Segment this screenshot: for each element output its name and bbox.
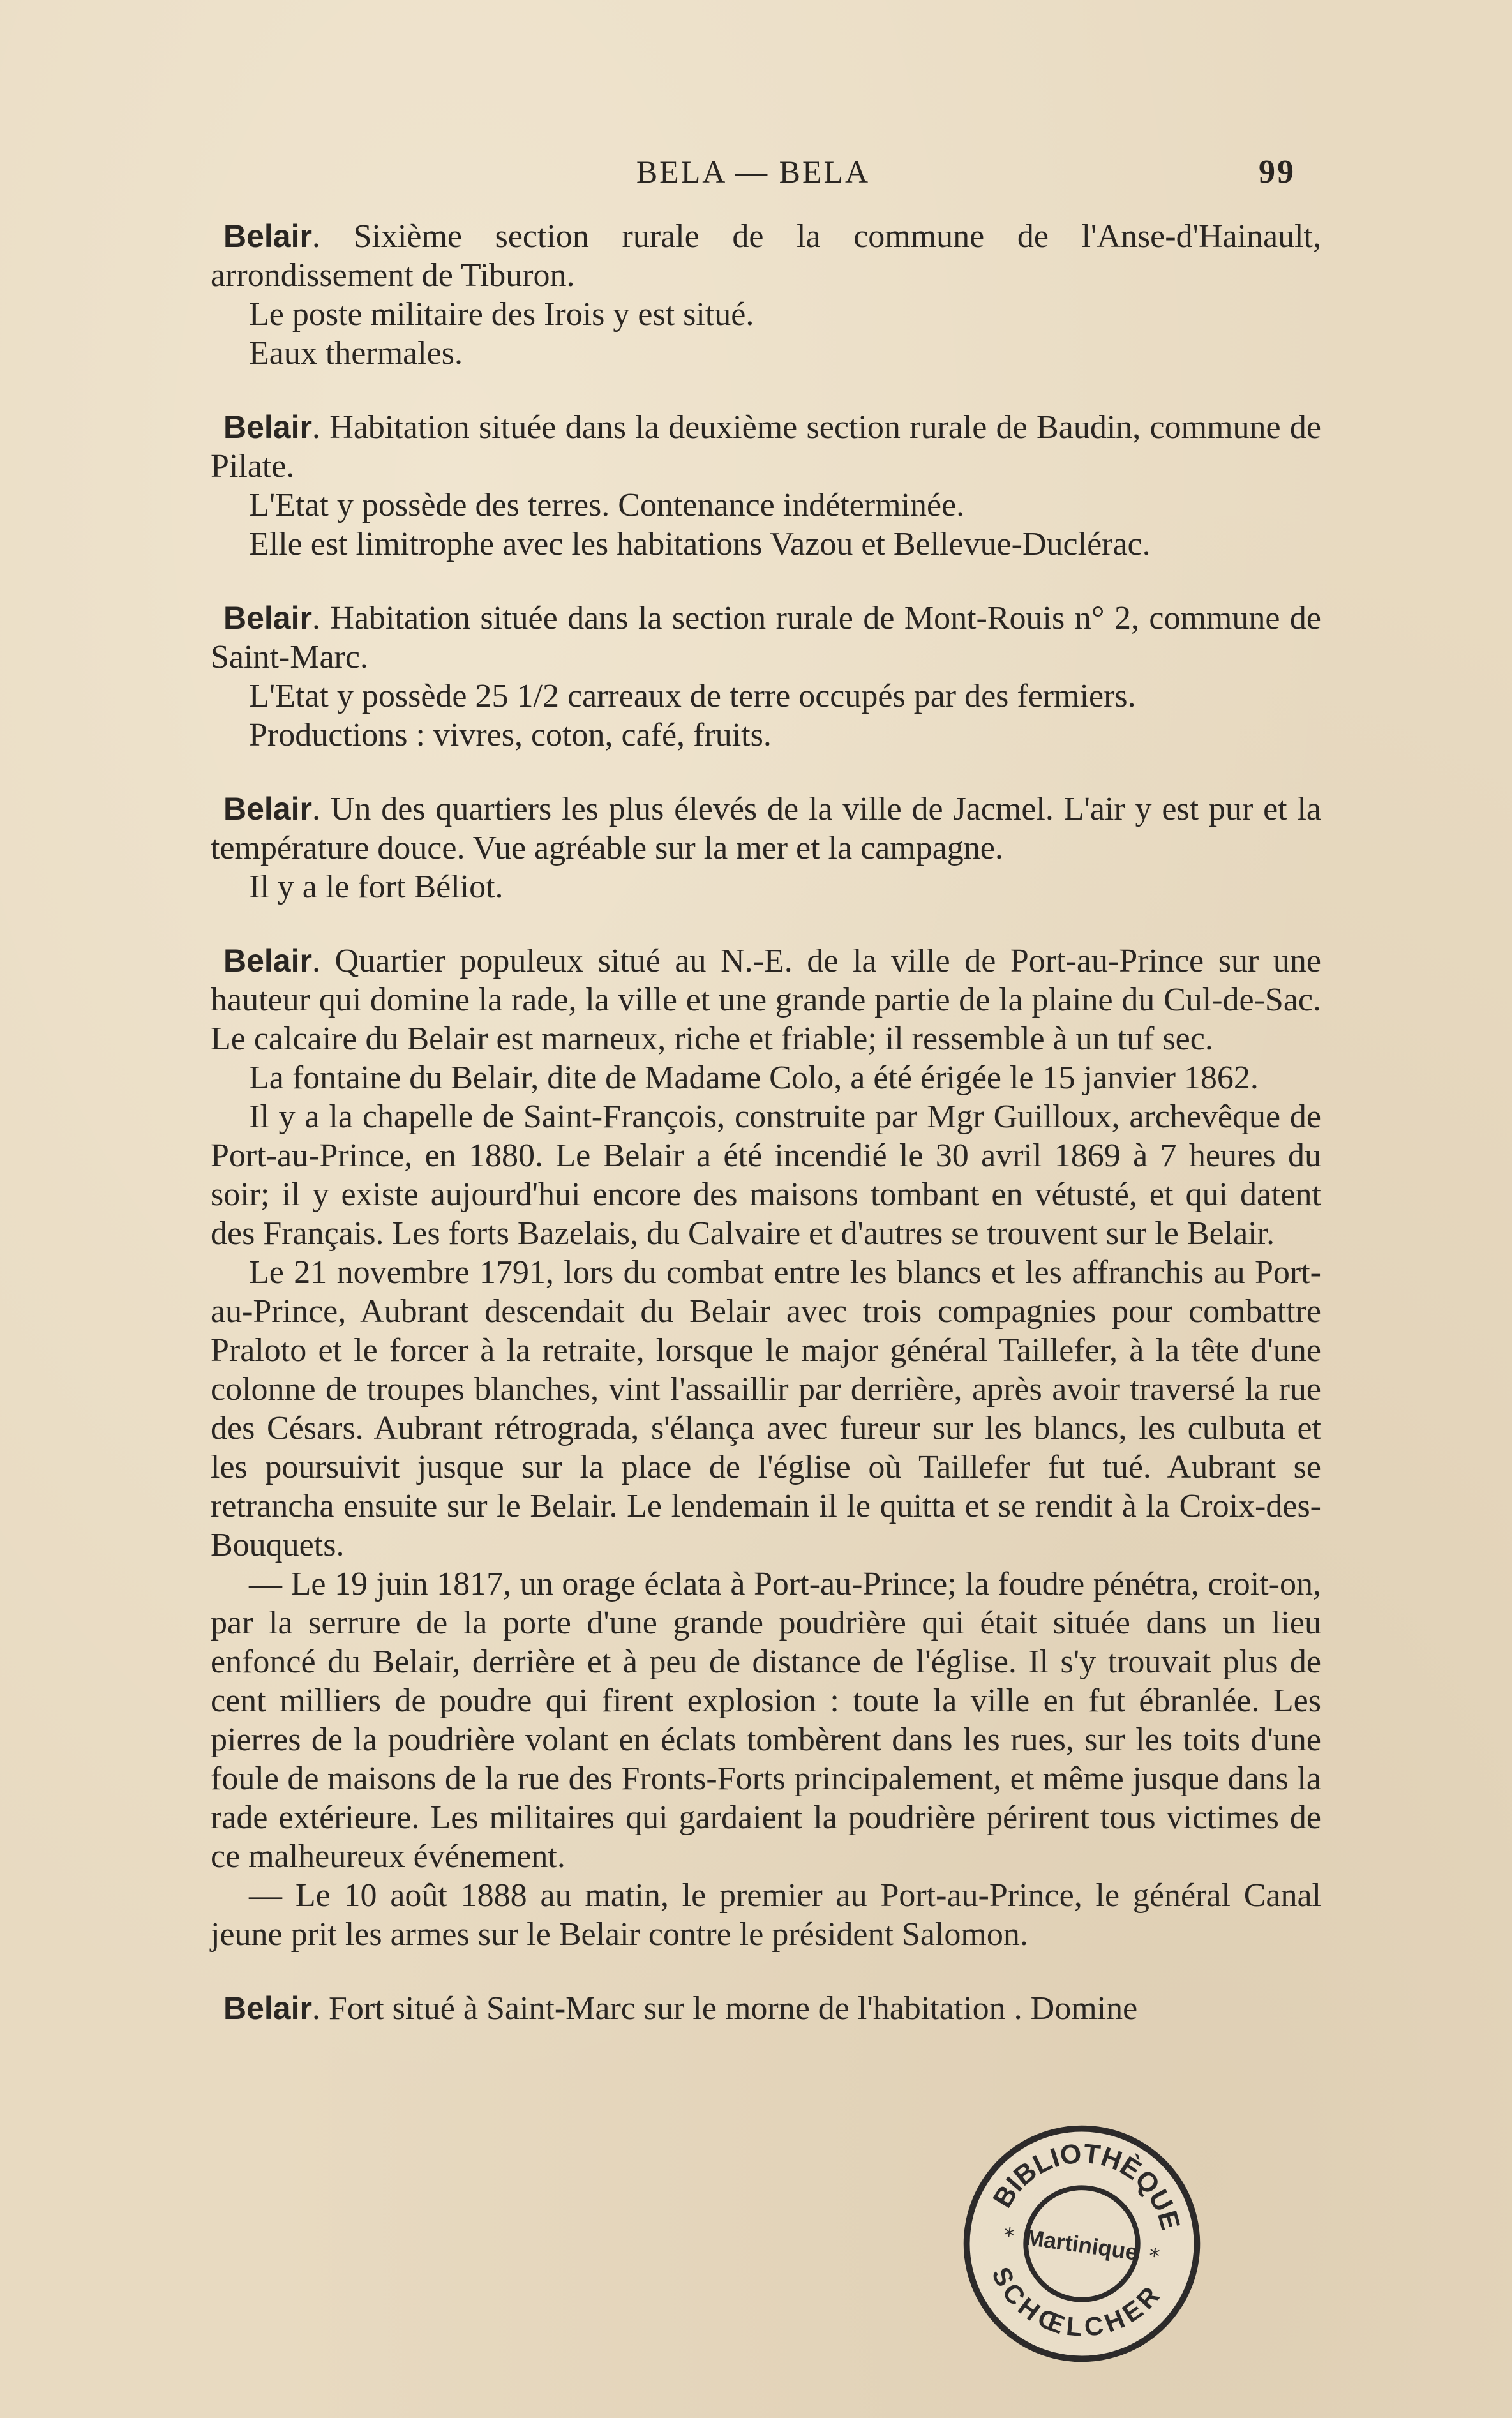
head-word: Belair [223, 1990, 312, 2026]
star-icon: * [1147, 2242, 1162, 2269]
entry-paragraph: — Le 10 août 1888 au matin, le premier au Port-au-Prince, le général Canal jeune prit les armes sur le Belair contre le président Salomon. [211, 1877, 1321, 1953]
entry-paragraph: Le poste militaire des Irois y est situé. [249, 296, 754, 333]
library-stamp [941, 2103, 1222, 2384]
head-word: Belair [223, 791, 312, 827]
entry-paragraph: Eaux thermales. [249, 335, 463, 372]
entry-belair-2 [211, 408, 1321, 564]
head-word: Belair [223, 409, 312, 445]
entry-paragraph: L'Etat y possède 25 1/2 carreaux de terre occupés par des fermiers. [249, 678, 1136, 714]
stamp-top-text: BIBLIOTHÈQUE [987, 2138, 1186, 2234]
entry-paragraph: La fontaine du Belair, dite de Madame Colo, a été érigée le 15 janvier 1862. [249, 1060, 1259, 1096]
stamp-center-text: Martinique [1024, 2225, 1140, 2265]
entry-belair-1 [211, 217, 1321, 373]
star-icon: * [1001, 2222, 1016, 2249]
entry-paragraph: Productions : vivres, coton, café, fruits. [249, 717, 772, 753]
entry-paragraph: Belair. Un des quartiers les plus élevés de la ville de Jacmel. L'air y est pur et la température douce. Vue agréable sur la mer et la campagne. [211, 791, 1321, 866]
entry-belair-6 [211, 1989, 1321, 2028]
entry-belair-4 [211, 790, 1321, 906]
head-word: Belair [223, 600, 312, 636]
entry-paragraph: Il y a la chapelle de Saint-François, construite par Mgr Guilloux, archevêque de Port-au-Prince, en 1880. Le Belair a été incendié le 30 avril 1869 à 7 heures du soir; il y existe aujourd'hui encore des maisons tombant en vétusté, et qui datent des Français. Les forts Bazelais, du Calvaire et d'autres se trouvent sur le Belair. [211, 1099, 1321, 1252]
entry-paragraph: Belair. Habitation située dans la deuxième section rurale de Baudin, commune de Pilate. [211, 409, 1321, 484]
dictionary-body [211, 217, 1321, 2028]
entry-paragraph: Belair. Fort situé à Saint-Marc sur le morne de l'habitation . Domine [223, 1990, 1138, 2027]
entry-paragraph: — Le 19 juin 1817, un orage éclata à Port-au-Prince; la foudre pénétra, croit-on, par la serrure de la porte d'une grande poudrière qui était située dans un lieu enfoncé du Belair, derrière et à peu de distance de l'église. Il s'y trouvait plus de cent milliers de poudre qui firent explosion : toute la ville en fut ébranlée. Les pierres de la poudrière volant en éclats tombèrent dans les rues, sur les toits d'une foule de maisons de la rue des Fronts-Forts principalement, et même jusque dans la rade extérieure. Les militaires qui gardaient la poudrière périrent tous victimes de ce malheureux événement. [211, 1566, 1321, 1875]
page-header [211, 153, 1296, 198]
running-head: BELA — BELA [636, 154, 871, 190]
entry-paragraph: Belair. Habitation située dans la section rurale de Mont-Rouis n° 2, commune de Saint-Marc. [211, 600, 1321, 675]
entry-paragraph: Il y a le fort Béliot. [249, 869, 504, 905]
page-number: 99 [1259, 154, 1296, 190]
entry-paragraph: Elle est limitrophe avec les habitations Vazou et Bellevue-Duclérac. [249, 526, 1151, 562]
entry-belair-5 [211, 942, 1321, 1954]
head-word: Belair [223, 943, 312, 979]
entry-paragraph: Le 21 novembre 1791, lors du combat entre les blancs et les affranchis au Port-au-Prince, Aubrant descendait du Belair avec trois compagnies pour combattre Praloto et le forcer à la retraite, lorsque le major général Taillefer, à la tête d'une colonne de troupes blanches, vint l'assaillir par derrière, après avoir traversé la rue des Césars. Aubrant rétrograda, s'élança avec fureur sur les blancs, les culbuta et les poursuivit jusque sur la place de l'église où Taillefer fut tué. Aubrant se retrancha ensuite sur le Belair. Le lendemain il le quitta et se rendit à la Croix-des-Bouquets. [211, 1254, 1321, 1563]
entry-paragraph: Belair. Sixième section rurale de la commune de l'Anse-d'Hainault, arrondissement de Tiburon. [211, 218, 1321, 294]
head-word: Belair [223, 218, 312, 254]
entry-belair-3 [211, 599, 1321, 755]
entry-paragraph: Belair. Quartier populeux situé au N.-E. de la ville de Port-au-Prince sur une hauteur qui domine la rade, la ville et une grande partie de la plaine du Cul-de-Sac. Le calcaire du Belair est marneux, riche et friable; il ressemble à un tuf sec. [211, 943, 1321, 1057]
entry-paragraph: L'Etat y possède des terres. Contenance indéterminée. [249, 487, 965, 523]
stamp-bottom-text: SCHŒLCHER [985, 2262, 1165, 2343]
